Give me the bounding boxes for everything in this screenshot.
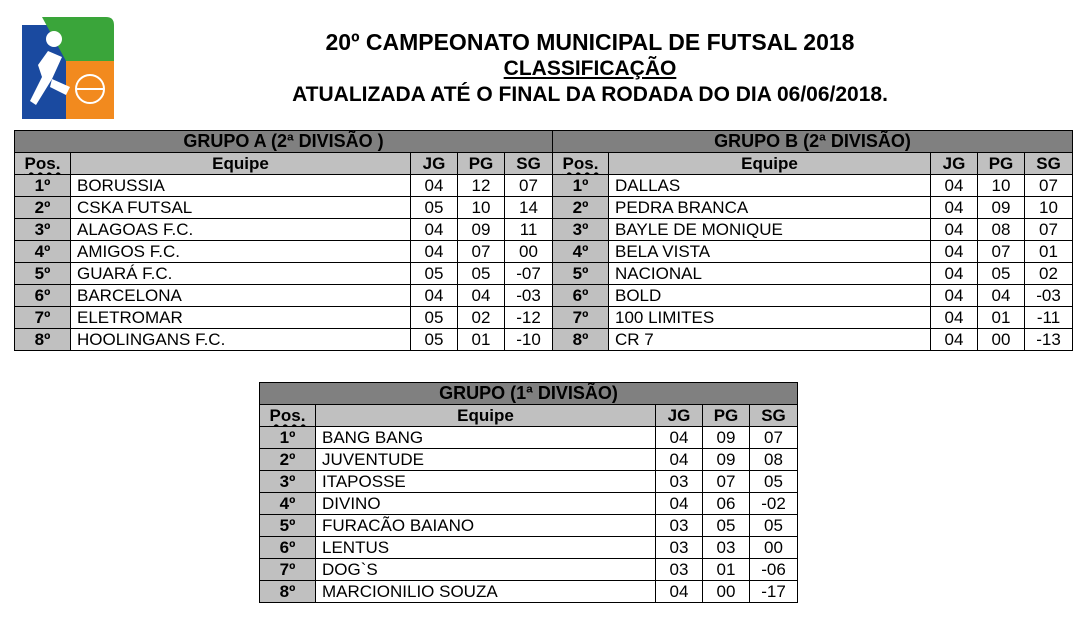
sg-cell: 07 <box>505 175 553 197</box>
sg-cell: 07 <box>1025 175 1073 197</box>
position-cell: 2º <box>553 197 609 219</box>
table-row <box>260 493 798 515</box>
position-cell: 8º <box>15 329 71 351</box>
table-row <box>553 329 1073 351</box>
col-pos: Pos. <box>553 153 609 175</box>
jg-cell: 04 <box>411 241 458 263</box>
jg-cell: 04 <box>931 329 978 351</box>
sg-cell: -02 <box>750 493 798 515</box>
jg-cell: 04 <box>931 197 978 219</box>
page-subtitle: CLASSIFICAÇÃO <box>503 57 677 80</box>
group-title: GRUPO B (2ª DIVISÃO) <box>553 131 1073 153</box>
col-jg: JG <box>931 153 978 175</box>
team-cell: MARCIONILIO SOUZA <box>316 581 656 603</box>
sg-cell: -07 <box>505 263 553 285</box>
team-cell: 100 LIMITES <box>609 307 931 329</box>
sg-cell: -13 <box>1025 329 1073 351</box>
table-row <box>15 175 553 197</box>
position-cell: 2º <box>15 197 71 219</box>
col-sg: SG <box>1025 153 1073 175</box>
position-cell: 4º <box>260 493 316 515</box>
team-cell: DALLAS <box>609 175 931 197</box>
pg-cell: 10 <box>458 197 505 219</box>
table-row <box>553 219 1073 241</box>
jg-cell: 04 <box>411 285 458 307</box>
position-cell: 3º <box>260 471 316 493</box>
table-row <box>15 329 553 351</box>
pg-cell: 09 <box>703 449 750 471</box>
position-cell: 8º <box>553 329 609 351</box>
group-first-division-table <box>259 382 798 603</box>
sg-cell: 05 <box>750 471 798 493</box>
col-pg: PG <box>703 405 750 427</box>
title-block <box>180 28 1000 108</box>
group-a-table <box>14 130 553 351</box>
jg-cell: 04 <box>656 581 703 603</box>
group-title: GRUPO (1ª DIVISÃO) <box>260 383 798 405</box>
pg-cell: 05 <box>458 263 505 285</box>
team-cell: GUARÁ F.C. <box>71 263 411 285</box>
team-cell: PEDRA BRANCA <box>609 197 931 219</box>
position-cell: 5º <box>553 263 609 285</box>
team-cell: ALAGOAS F.C. <box>71 219 411 241</box>
team-cell: BANG BANG <box>316 427 656 449</box>
col-team: Equipe <box>71 153 411 175</box>
team-cell: CSKA FUTSAL <box>71 197 411 219</box>
jg-cell: 03 <box>656 537 703 559</box>
position-cell: 6º <box>260 537 316 559</box>
sg-cell: -12 <box>505 307 553 329</box>
table-row <box>553 263 1073 285</box>
pg-cell: 07 <box>703 471 750 493</box>
sg-cell: 08 <box>750 449 798 471</box>
pg-cell: 00 <box>978 329 1025 351</box>
position-cell: 8º <box>260 581 316 603</box>
pg-cell: 09 <box>703 427 750 449</box>
table-row <box>260 581 798 603</box>
pg-cell: 08 <box>978 219 1025 241</box>
sg-cell: -17 <box>750 581 798 603</box>
position-cell: 6º <box>15 285 71 307</box>
position-cell: 2º <box>260 449 316 471</box>
update-note: ATUALIZADA ATÉ O FINAL DA RODADA DO DIA 06/06/2018. <box>292 83 888 106</box>
position-cell: 1º <box>260 427 316 449</box>
sg-cell: -11 <box>1025 307 1073 329</box>
team-cell: DOG`S <box>316 559 656 581</box>
position-cell: 7º <box>553 307 609 329</box>
table-row <box>553 285 1073 307</box>
sg-cell: 07 <box>1025 219 1073 241</box>
sg-cell: 11 <box>505 219 553 241</box>
table-row <box>260 471 798 493</box>
jg-cell: 05 <box>411 197 458 219</box>
pg-cell: 06 <box>703 493 750 515</box>
sg-cell: 00 <box>505 241 553 263</box>
table-row <box>260 537 798 559</box>
team-cell: ELETROMAR <box>71 307 411 329</box>
col-pg: PG <box>978 153 1025 175</box>
jg-cell: 04 <box>931 263 978 285</box>
jg-cell: 03 <box>656 471 703 493</box>
table-row <box>260 449 798 471</box>
jg-cell: 04 <box>931 219 978 241</box>
table-row <box>553 197 1073 219</box>
futsal-logo <box>22 17 114 119</box>
team-cell: JUVENTUDE <box>316 449 656 471</box>
position-cell: 4º <box>15 241 71 263</box>
col-team: Equipe <box>316 405 656 427</box>
table-row <box>15 197 553 219</box>
page-title: 20º CAMPEONATO MUNICIPAL DE FUTSAL 2018 <box>325 29 855 55</box>
col-sg: SG <box>750 405 798 427</box>
pg-cell: 01 <box>703 559 750 581</box>
team-cell: NACIONAL <box>609 263 931 285</box>
team-cell: AMIGOS F.C. <box>71 241 411 263</box>
col-sg: SG <box>505 153 553 175</box>
team-cell: BELA VISTA <box>609 241 931 263</box>
sg-cell: 10 <box>1025 197 1073 219</box>
pg-cell: 12 <box>458 175 505 197</box>
jg-cell: 04 <box>411 175 458 197</box>
sg-cell: 05 <box>750 515 798 537</box>
jg-cell: 05 <box>411 329 458 351</box>
jg-cell: 04 <box>656 427 703 449</box>
team-cell: ITAPOSSE <box>316 471 656 493</box>
position-cell: 7º <box>260 559 316 581</box>
pg-cell: 04 <box>458 285 505 307</box>
jg-cell: 04 <box>656 449 703 471</box>
jg-cell: 03 <box>656 559 703 581</box>
group-title: GRUPO A (2ª DIVISÃO ) <box>15 131 553 153</box>
jg-cell: 04 <box>931 285 978 307</box>
jg-cell: 03 <box>656 515 703 537</box>
table-row <box>15 285 553 307</box>
sg-cell: 00 <box>750 537 798 559</box>
team-cell: CR 7 <box>609 329 931 351</box>
col-team: Equipe <box>609 153 931 175</box>
position-cell: 3º <box>15 219 71 241</box>
pg-cell: 07 <box>978 241 1025 263</box>
pg-cell: 01 <box>458 329 505 351</box>
jg-cell: 04 <box>931 175 978 197</box>
position-cell: 6º <box>553 285 609 307</box>
table-row <box>553 175 1073 197</box>
sg-cell: 07 <box>750 427 798 449</box>
sg-cell: -03 <box>1025 285 1073 307</box>
table-row <box>15 219 553 241</box>
col-jg: JG <box>411 153 458 175</box>
jg-cell: 04 <box>411 219 458 241</box>
table-row <box>15 263 553 285</box>
pg-cell: 01 <box>978 307 1025 329</box>
group-b-table <box>552 130 1073 351</box>
table-row <box>260 515 798 537</box>
table-row <box>260 559 798 581</box>
team-cell: DIVINO <box>316 493 656 515</box>
position-cell: 5º <box>15 263 71 285</box>
pg-cell: 09 <box>458 219 505 241</box>
col-pg: PG <box>458 153 505 175</box>
pg-cell: 09 <box>978 197 1025 219</box>
pg-cell: 05 <box>703 515 750 537</box>
sg-cell: 02 <box>1025 263 1073 285</box>
table-row <box>15 241 553 263</box>
team-cell: BORUSSIA <box>71 175 411 197</box>
sg-cell: 14 <box>505 197 553 219</box>
table-row <box>260 427 798 449</box>
position-cell: 4º <box>553 241 609 263</box>
table-row <box>553 241 1073 263</box>
pg-cell: 04 <box>978 285 1025 307</box>
jg-cell: 05 <box>411 307 458 329</box>
position-cell: 1º <box>15 175 71 197</box>
pg-cell: 07 <box>458 241 505 263</box>
jg-cell: 04 <box>656 493 703 515</box>
table-row <box>553 307 1073 329</box>
jg-cell: 04 <box>931 307 978 329</box>
team-cell: FURACÃO BAIANO <box>316 515 656 537</box>
sg-cell: -03 <box>505 285 553 307</box>
pg-cell: 00 <box>703 581 750 603</box>
position-cell: 7º <box>15 307 71 329</box>
col-jg: JG <box>656 405 703 427</box>
col-pos: Pos. <box>15 153 71 175</box>
pg-cell: 02 <box>458 307 505 329</box>
team-cell: BOLD <box>609 285 931 307</box>
position-cell: 5º <box>260 515 316 537</box>
table-row <box>15 307 553 329</box>
team-cell: HOOLINGANS F.C. <box>71 329 411 351</box>
pg-cell: 03 <box>703 537 750 559</box>
jg-cell: 05 <box>411 263 458 285</box>
jg-cell: 04 <box>931 241 978 263</box>
sg-cell: -06 <box>750 559 798 581</box>
position-cell: 3º <box>553 219 609 241</box>
team-cell: BAYLE DE MONIQUE <box>609 219 931 241</box>
col-pos: Pos. <box>260 405 316 427</box>
sg-cell: -10 <box>505 329 553 351</box>
pg-cell: 10 <box>978 175 1025 197</box>
position-cell: 1º <box>553 175 609 197</box>
pg-cell: 05 <box>978 263 1025 285</box>
team-cell: BARCELONA <box>71 285 411 307</box>
team-cell: LENTUS <box>316 537 656 559</box>
sg-cell: 01 <box>1025 241 1073 263</box>
